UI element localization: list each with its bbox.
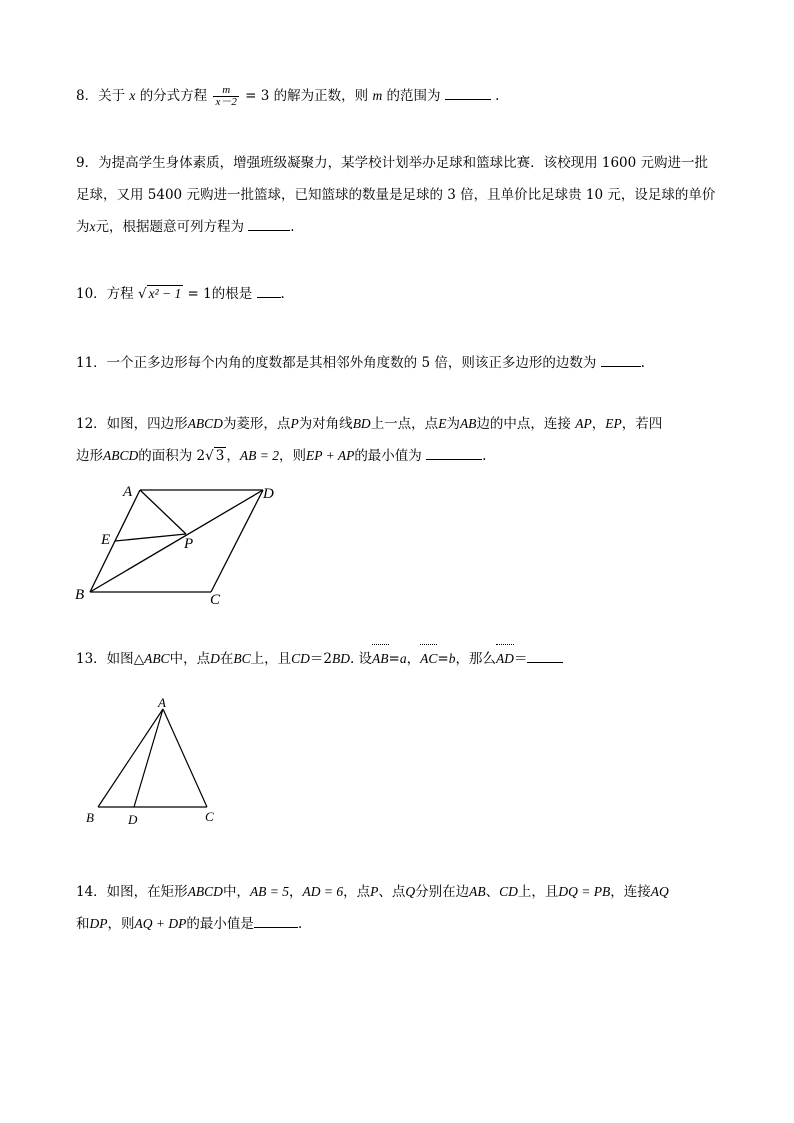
q14-ad: AD = 6 bbox=[302, 884, 344, 899]
q8-text2: 的解为正数，则 bbox=[273, 88, 369, 104]
q13-bd: BD bbox=[331, 651, 350, 666]
q13-sep: ， bbox=[406, 651, 421, 667]
answer-blank bbox=[248, 216, 290, 231]
q8-end: . bbox=[495, 88, 500, 104]
q9-line1: 9．为提高学生身体素质，增强班级凝聚力，某学校计划举办足球和篮球比赛．该校现用 1600 元购进一批 bbox=[76, 155, 709, 171]
vector-ab: AB bbox=[372, 643, 389, 675]
q14-text: 、点 bbox=[378, 884, 406, 900]
question-10 bbox=[76, 278, 285, 310]
q13-eq: = bbox=[388, 651, 400, 667]
q12-abcd: ABCD bbox=[103, 448, 139, 463]
q14-line1 bbox=[76, 876, 669, 908]
answer-blank bbox=[254, 913, 298, 928]
q14-q: Q bbox=[405, 884, 416, 899]
q14-ab: AB = 5 bbox=[249, 884, 290, 899]
q12-abcd: ABCD bbox=[187, 416, 223, 431]
q13-text: 13．如图 bbox=[76, 651, 134, 667]
q14-text: 的最小值是 bbox=[186, 916, 254, 932]
answer-blank bbox=[445, 85, 491, 100]
q14-sep: 、 bbox=[485, 884, 500, 900]
q14-text: 中， bbox=[222, 884, 250, 900]
q8-text3: 的范围为 bbox=[386, 88, 441, 104]
question-14 bbox=[76, 876, 669, 940]
q12-text: 12．如图，四边形 bbox=[76, 416, 188, 432]
q12-p: P bbox=[290, 416, 299, 431]
q12-ab-eq: AB = 2 bbox=[239, 448, 279, 463]
q12-sqrt3: 3 bbox=[215, 448, 225, 464]
q13-text: 上，且 bbox=[250, 651, 292, 667]
q14-line2 bbox=[76, 908, 669, 940]
q8-var-x: x bbox=[129, 88, 136, 103]
q13-text: ＝2 bbox=[309, 651, 332, 667]
question-9 bbox=[76, 147, 715, 243]
q12-sum: EP + AP bbox=[305, 448, 355, 463]
label-a: A bbox=[123, 484, 133, 500]
q14-dq-pb: DQ = PB bbox=[558, 884, 611, 899]
vector-ac: AC bbox=[420, 643, 437, 675]
vector-a: a bbox=[399, 651, 407, 666]
q10-number: 10．方程 bbox=[76, 286, 134, 302]
q10-end: . bbox=[280, 286, 285, 302]
label-p: P bbox=[184, 536, 194, 552]
q12-text: 边形 bbox=[76, 448, 103, 464]
q10-eq: = 1 bbox=[187, 286, 212, 302]
side-ac bbox=[163, 709, 207, 807]
rhombus-figure bbox=[70, 478, 290, 608]
q9-end: . bbox=[290, 219, 295, 235]
q11-end: . bbox=[640, 355, 645, 371]
q14-abcd: ABCD bbox=[187, 884, 223, 899]
question-8 bbox=[76, 80, 499, 112]
q8-fraction bbox=[213, 85, 238, 108]
q12-line2 bbox=[76, 440, 662, 472]
segment-ad bbox=[134, 709, 163, 807]
label-a: A bbox=[158, 695, 166, 710]
q13-d: D bbox=[210, 651, 220, 666]
q12-line1 bbox=[76, 408, 662, 440]
question-11 bbox=[76, 347, 645, 379]
q10-radicand: x² − 1 bbox=[148, 286, 182, 301]
q14-dp: DP bbox=[89, 916, 108, 931]
sqrt-sign: √ bbox=[137, 286, 147, 302]
vector-b: b bbox=[448, 651, 456, 666]
label-c: C bbox=[210, 592, 221, 608]
q12-text: ，则 bbox=[278, 448, 306, 464]
q8-eq: = 3 bbox=[245, 88, 270, 104]
q9-line3 bbox=[76, 211, 715, 243]
question-13 bbox=[76, 643, 563, 675]
label-d: D bbox=[128, 812, 138, 827]
q14-text: 和 bbox=[76, 916, 90, 932]
label-e: E bbox=[101, 532, 111, 548]
q14-aq: AQ bbox=[650, 884, 669, 899]
q13-text: ，那么 bbox=[455, 651, 496, 667]
q8-var-m: m bbox=[372, 88, 383, 103]
q12-text: 上一点，点 bbox=[370, 416, 439, 432]
vector-ad: AD bbox=[496, 643, 514, 675]
q9-var-x: x bbox=[89, 219, 96, 234]
q12-end: . bbox=[482, 448, 487, 464]
q8-number: 8．关于 bbox=[76, 88, 126, 104]
q12-text: 为 bbox=[446, 416, 460, 432]
side-ab bbox=[98, 709, 163, 807]
answer-blank bbox=[426, 445, 482, 460]
answer-blank bbox=[527, 648, 563, 663]
q13-text: 中，点 bbox=[169, 651, 211, 667]
q13-text: . 设 bbox=[349, 651, 373, 667]
q8-frac-num: m bbox=[213, 85, 238, 97]
q9-line3-a: 为 bbox=[76, 219, 90, 235]
q12-text: 的面积为 2 bbox=[138, 448, 206, 464]
q14-text: ，点 bbox=[343, 884, 371, 900]
triangle-figure bbox=[80, 695, 230, 830]
label-b: B bbox=[75, 587, 85, 603]
question-12 bbox=[76, 408, 662, 472]
q13-cd: CD bbox=[291, 651, 310, 666]
q13-text: 在 bbox=[219, 651, 234, 667]
answer-blank bbox=[601, 352, 641, 367]
q14-p: P bbox=[370, 884, 379, 899]
q12-text: ， bbox=[226, 448, 240, 464]
q9-line3-b: 元，根据题意可列方程为 bbox=[95, 219, 244, 235]
q12-text: ，若四 bbox=[621, 416, 663, 432]
label-c: C bbox=[205, 809, 214, 824]
q10-text: 的根是 bbox=[211, 286, 253, 302]
sqrt-sign: √ bbox=[205, 448, 214, 464]
q12-text: 的最小值为 bbox=[354, 448, 422, 464]
q13-eq: ＝ bbox=[513, 651, 528, 667]
q12-bd: BD bbox=[352, 416, 371, 431]
q14-text: ，则 bbox=[107, 916, 135, 932]
answer-blank bbox=[257, 283, 281, 298]
q14-text: 14．如图，在矩形 bbox=[76, 884, 188, 900]
segment-ep bbox=[115, 534, 186, 541]
q14-sum: AQ + DP bbox=[134, 916, 187, 931]
q8-text1: 的分式方程 bbox=[139, 88, 208, 104]
q14-end: . bbox=[297, 916, 303, 932]
q12-ap: AP bbox=[575, 416, 592, 431]
label-b: B bbox=[86, 810, 94, 825]
label-d: D bbox=[263, 486, 274, 502]
q13-eq: = bbox=[437, 651, 449, 667]
q12-e: E bbox=[438, 416, 447, 431]
q14-text: ，连接 bbox=[610, 884, 651, 900]
q12-ep: EP bbox=[605, 416, 622, 431]
q8-frac-den: x－2 bbox=[215, 96, 237, 108]
q12-text: 为对角线 bbox=[298, 416, 353, 432]
q12-comma: ， bbox=[591, 416, 606, 432]
q12-ab: AB bbox=[459, 416, 477, 431]
segment-ap bbox=[140, 490, 186, 534]
q14-text: 分别在边 bbox=[415, 884, 470, 900]
q12-text: 为菱形，点 bbox=[222, 416, 291, 432]
q14-text: 上，且 bbox=[517, 884, 559, 900]
q11-text: 11．一个正多边形每个内角的度数都是其相邻外角度数的 5 倍，则该正多边形的边数为 bbox=[76, 355, 597, 371]
q14-sep: ， bbox=[289, 884, 303, 900]
q9-line2: 足球，又用 5400 元购进一批篮球，已知篮球的数量是足球的 3 倍，且单价比足球贵 10 元，设足球的单价 bbox=[76, 187, 716, 203]
q12-text: 边的中点，连接 bbox=[476, 416, 571, 432]
q14-ab-side: AB bbox=[469, 884, 486, 899]
q13-triangle: △ABC bbox=[133, 651, 170, 666]
q13-bc: BC bbox=[233, 651, 251, 666]
q14-cd-side: CD bbox=[499, 884, 518, 899]
